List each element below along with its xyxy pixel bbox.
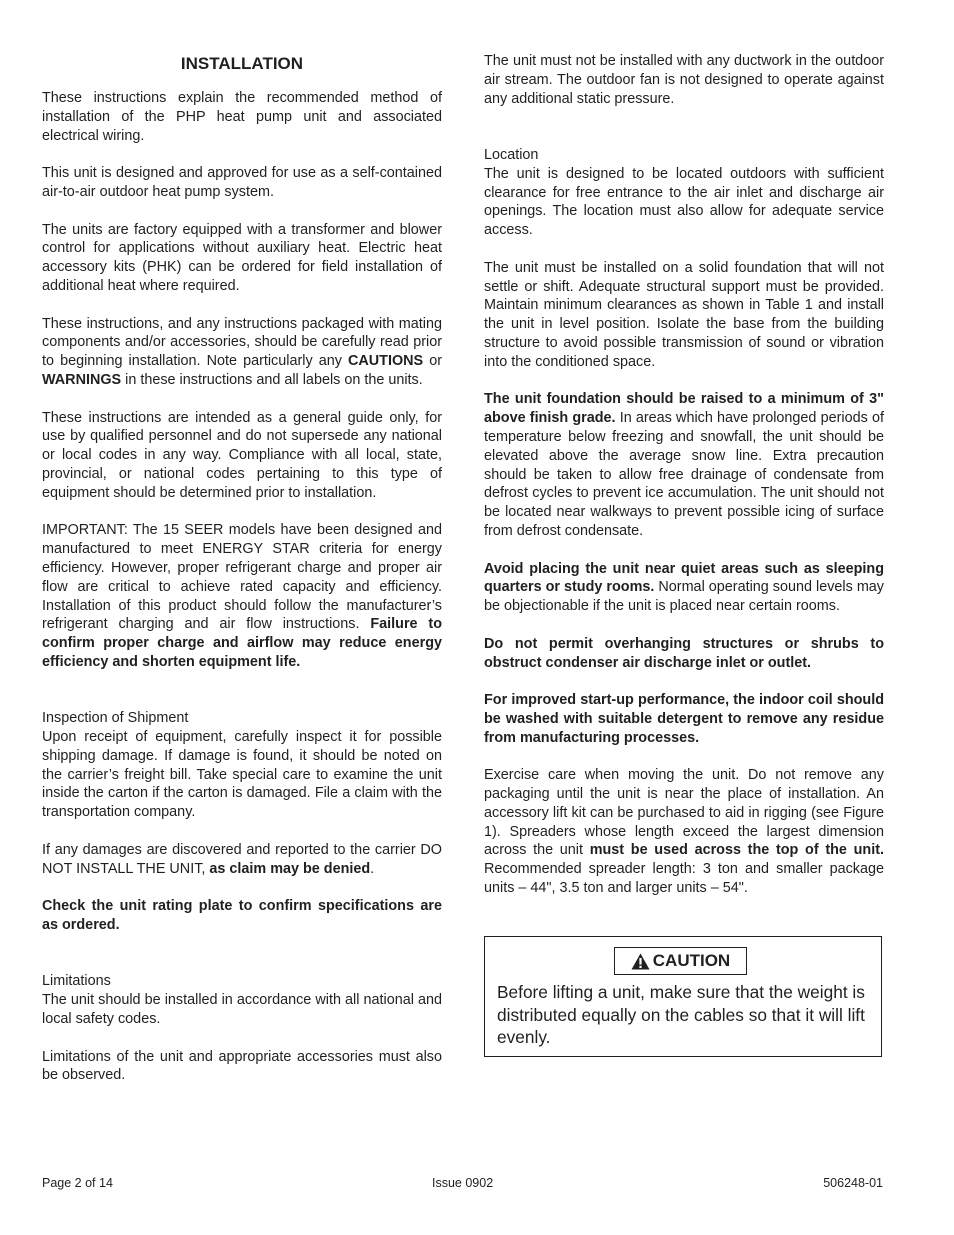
rating-plate-paragraph: Check the unit rating plate to confirm specifications are as ordered. bbox=[42, 898, 442, 934]
important-paragraph: IMPORTANT: The 15 SEER models have been designed and manufactured to meet ENERGY STAR criteria for energy efficiency. However, proper refrigerant charge and proper air flow are critical to achieve rated capacity and efficiency. Installation of this product should follow the manufacturer’s refrigerant charging and air flow instructions. Failure to confirm proper charge and airflow may reduce energy efficiency and shorten equipment life. bbox=[42, 522, 443, 670]
caution-box bbox=[484, 936, 882, 1057]
left-column bbox=[42, 52, 442, 1085]
inspection-paragraph: Inspection of Shipment Upon receipt of equipment, carefully inspect it for possible shipping damage. If damage is found, it should be noted on the carrier’s freight bill. Take special care to examine the unit inside the carton if the carton is damaged. File a claim with the transportation company. bbox=[42, 710, 442, 821]
moving-unit-paragraph: Exercise care when moving the unit. Do not remove any packaging until the unit is near the place of installation. An accessory lift kit can be purchased to aid in rigging (see Figure 1). Spreaders whose length exceed the largest dimension across the unit must be used across the top of the unit. Recommended spreader length: 3 ton and smaller package units – 44", 3.5 ton and larger units – 54". bbox=[484, 767, 884, 897]
limitations-subheading: Limitations bbox=[42, 973, 111, 990]
caution-text: Before lifting a unit, make sure that the weight is distributed equally on the cables so that it will lift evenly. bbox=[497, 982, 865, 1047]
foundation-paragraph: The unit must be installed on a solid foundation that will not settle or shift. Adequate structural support must be provided. Maintain minimum clearances as shown in Table 1 and install the unit in level position. Isolate the base from the building structure to avoid possible transmission of sound or vibration into the conditioned space. bbox=[484, 259, 884, 370]
warning-triangle-icon bbox=[631, 953, 650, 970]
read-instructions-paragraph: These instructions, and any instructions packaged with mating components and/or accessories, should be carefully read prior to beginning installation. Note particularly any CAUTIONS or WARNINGS in these instructions and all labels on the units. bbox=[42, 315, 442, 388]
page-number: Page 2 of 14 bbox=[42, 1176, 113, 1190]
limitations-paragraph: Limitations The unit should be installed in accordance with all national and local safety codes. bbox=[42, 973, 442, 1028]
intro-paragraph: These instructions explain the recommended method of installation of the PHP heat pump unit and associated electrical wiring. bbox=[42, 90, 442, 144]
overhang-paragraph: Do not permit overhanging structures or shrubs to obstruct condenser air discharge inlet or outlet. bbox=[484, 635, 884, 671]
design-paragraph: This unit is designed and approved for use as a self-contained air-to-air outdoor heat pump system. bbox=[42, 165, 442, 200]
accessories-paragraph: Limitations of the unit and appropriate accessories must also be observed. bbox=[42, 1048, 442, 1084]
location-paragraph: Location The unit is designed to be located outdoors with sufficient clearance for free entrance to the air inlet and discharge air openings. The location must also allow for adequate service access. bbox=[484, 146, 884, 239]
indoor-coil-paragraph: For improved start-up performance, the indoor coil should be washed with suitable detergent to remove any residue from manufacturing processes. bbox=[484, 692, 884, 746]
quiet-areas-paragraph: Avoid placing the unit near quiet areas such as sleeping quarters or study rooms. Normal operating sound levels may be objectionable if the unit is placed near certain rooms. bbox=[484, 560, 885, 615]
caution-title: CAUTION bbox=[652, 951, 731, 970]
codes-paragraph: These instructions are intended as a general guide only, for use by qualified personnel and do not supersede any national or local codes in any way. Compliance with all local, state, provincial, or national codes pertaining to this type of equipment should be determined prior to installation. bbox=[42, 409, 442, 501]
elevation-paragraph: The unit foundation should be raised to a minimum of 3" above finish grade. In areas which have prolonged periods of temperature below freezing and snowfall, the unit should be elevated above the average snow line. Extra precaution should be taken to allow free drainage of condensate from defrost cycles to prevent ice accumulation. The unit should not be located near walkways to prevent possible icing of surface from defrost condensate. bbox=[484, 391, 884, 539]
location-subheading: Location bbox=[484, 146, 539, 163]
damage-paragraph: If any damages are discovered and reported to the carrier DO NOT INSTALL THE UNIT, as claim may be denied. bbox=[42, 841, 442, 877]
document-number: 506248-01 bbox=[823, 1176, 883, 1190]
ductwork-paragraph: The unit must not be installed with any ductwork in the outdoor air stream. The outdoor fan is not designed to operate against any additional static pressure. bbox=[484, 53, 884, 107]
caution-label bbox=[614, 947, 747, 975]
right-column bbox=[484, 52, 884, 898]
issue-number: Issue 0902 bbox=[432, 1176, 494, 1190]
factory-equipment-paragraph: The units are factory equipped with a transformer and blower control for applications without auxiliary heat. Electric heat accessory kits (PHK) can be ordered for field installation of additional heat where required. bbox=[42, 221, 442, 294]
inspection-subheading: Inspection of Shipment bbox=[42, 710, 189, 727]
section-title: INSTALLATION bbox=[180, 54, 304, 73]
